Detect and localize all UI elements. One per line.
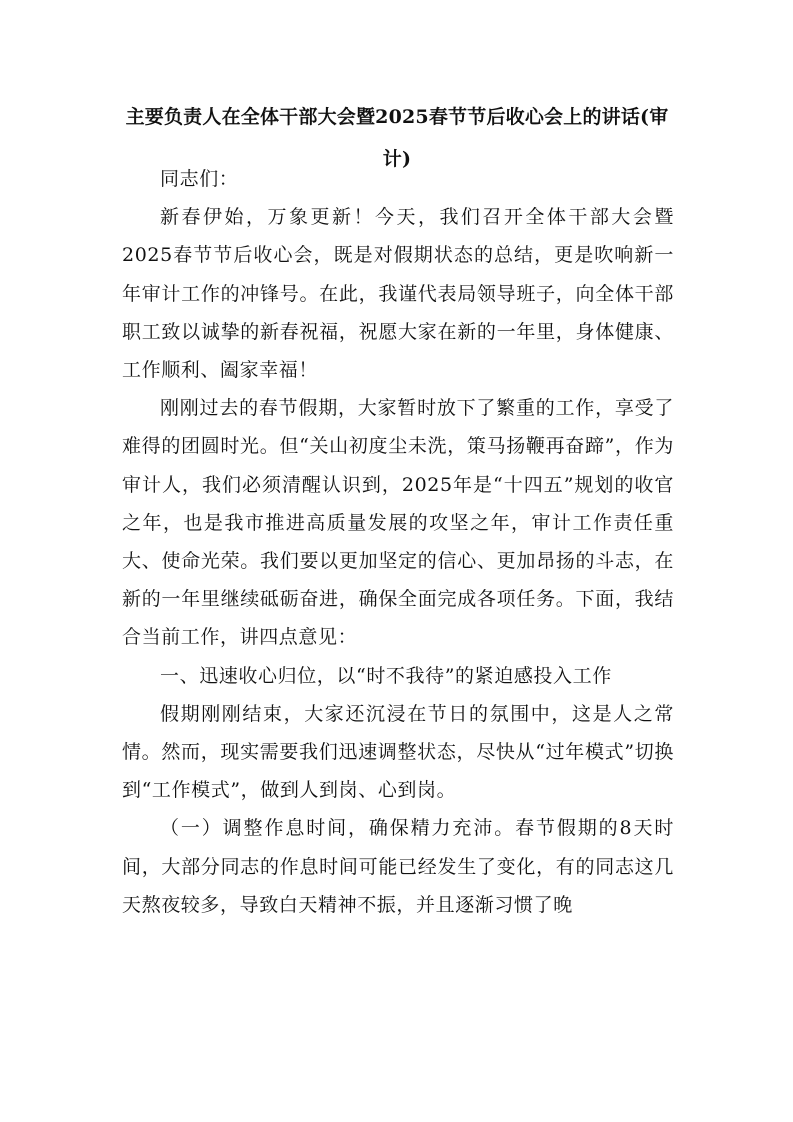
paragraph-3: 假期刚刚结束，大家还沉浸在节日的氛围中，这是人之常情。然而，现实需要我们迅速调整状态，尽快从“过年模式”切换到“工作模式”，做到人到岗、心到岗。	[122, 702, 674, 802]
paragraph-1: 新春伊始，万象更新！今天，我们召开全体干部大会暨2025春节节后收心会，既是对假期状态的总结，更是吹响新一年审计工作的冲锋号。在此，我谨代表局领导班子，向全体干部职工致以诚挚的新春祝福，祝愿大家在新的一年里，身体健康、工作顺利、阖家幸福！	[122, 206, 674, 382]
paragraph-4: （一）调整作息时间，确保精力充沛。春节假期的8天时间，大部分同志的作息时间可能已经发生了变化，有的同志这几天熬夜较多，导致白天精神不振，并且逐渐习惯了晚	[122, 817, 674, 916]
paragraph-2: 刚刚过去的春节假期，大家暂时放下了繁重的工作，享受了难得的团圆时光。但“关山初度尘未洗，策马扬鞭再奋蹄”，作为审计人，我们必须清醒认识到，2025年是“十四五”规划的收官之年，也是我市推进高质量发展的攻坚之年，审计工作责任重大、使命光荣。我们要以更加坚定的信心、更加昂扬的斗志，在新的一年里继续砥砺奋进，确保全面完成各项任务。下面，我结合当前工作，讲四点意见：	[122, 397, 674, 649]
document-body	[122, 160, 674, 924]
document-title: 主要负责人在全体干部大会暨2025春节节后收心会上的讲话(审计)	[125, 106, 669, 170]
section-heading-1: 一、迅速收心归位，以“时不我待”的紧迫感投入工作	[160, 664, 612, 687]
salutation: 同志们：	[160, 168, 239, 190]
